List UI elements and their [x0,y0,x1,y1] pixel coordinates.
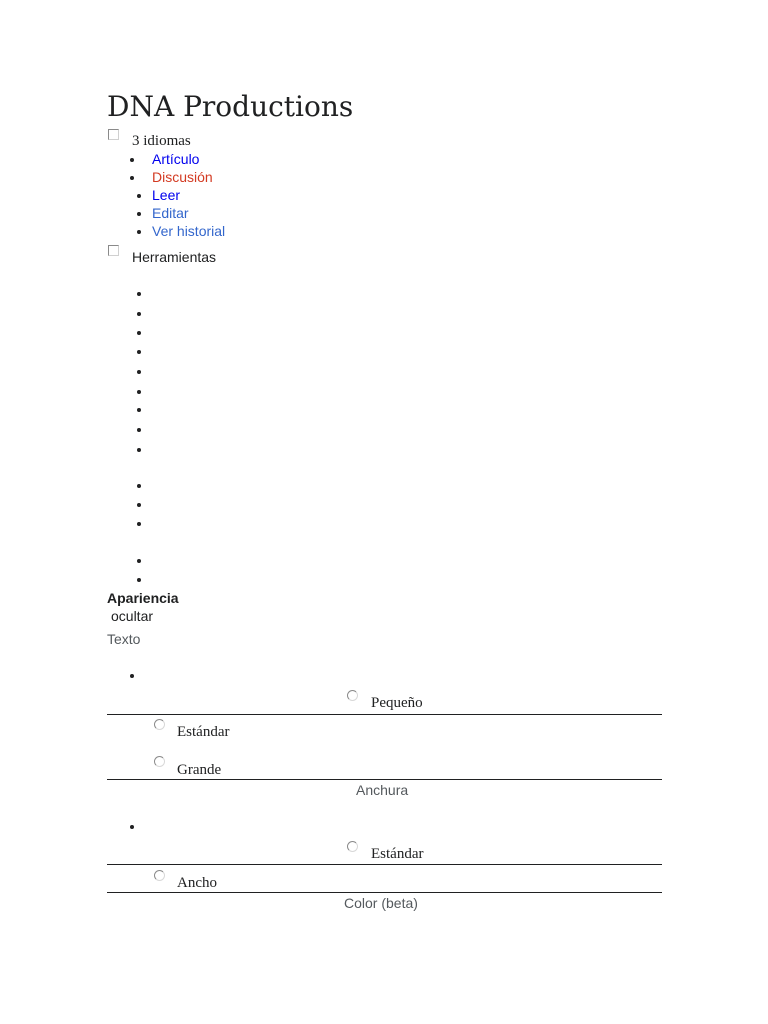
tool-item[interactable] [137,448,141,452]
tool-item[interactable] [137,503,141,507]
tool-item[interactable] [137,331,141,335]
divider [107,892,662,893]
languages-checkbox[interactable] [108,129,119,140]
width-wide-label[interactable]: Ancho [177,875,217,891]
divider [107,779,662,780]
text-large-radio[interactable] [154,756,165,767]
tool-item[interactable] [137,484,141,488]
width-standard-radio[interactable] [347,841,358,852]
tool-item[interactable] [137,312,141,316]
tool-item[interactable] [137,559,141,563]
appearance-heading: Apariencia [107,590,179,606]
action-edit[interactable]: Editar [152,205,189,221]
tab-discussion[interactable]: Discusión [152,169,213,185]
languages-label[interactable]: 3 idiomas [132,133,191,149]
width-label: Anchura [356,782,409,798]
text-small-radio[interactable] [347,690,358,701]
tool-item[interactable] [137,428,141,432]
bullet [130,176,134,180]
divider [107,864,662,865]
tools-label[interactable]: Herramientas [132,249,217,265]
text-standard-radio[interactable] [154,719,165,730]
divider [107,714,662,715]
tool-item[interactable] [137,522,141,526]
text-small-label[interactable]: Pequeño [371,695,423,711]
bullet [130,825,134,829]
tool-item[interactable] [137,370,141,374]
tool-item[interactable] [137,390,141,394]
bullet [130,674,134,678]
text-large-label[interactable]: Grande [177,762,222,778]
tool-item[interactable] [137,292,141,296]
bullet [137,230,141,234]
tools-checkbox[interactable] [108,245,119,256]
tool-item[interactable] [137,578,141,582]
action-history[interactable]: Ver historial [152,223,226,239]
bullet [137,194,141,198]
bullet [130,158,134,162]
text-standard-label[interactable]: Estándar [177,724,230,740]
bullet [137,212,141,216]
page-title: DNA Productions [107,90,354,123]
width-standard-label[interactable]: Estándar [371,846,424,862]
text-size-label: Texto [107,631,141,647]
action-read[interactable]: Leer [152,187,181,203]
width-wide-radio[interactable] [154,870,165,881]
tab-article[interactable]: Artículo [152,151,200,167]
tool-item[interactable] [137,408,141,412]
tool-item[interactable] [137,350,141,354]
color-label: Color (beta) [344,895,418,911]
hide-appearance-button[interactable]: ocultar [111,608,154,624]
